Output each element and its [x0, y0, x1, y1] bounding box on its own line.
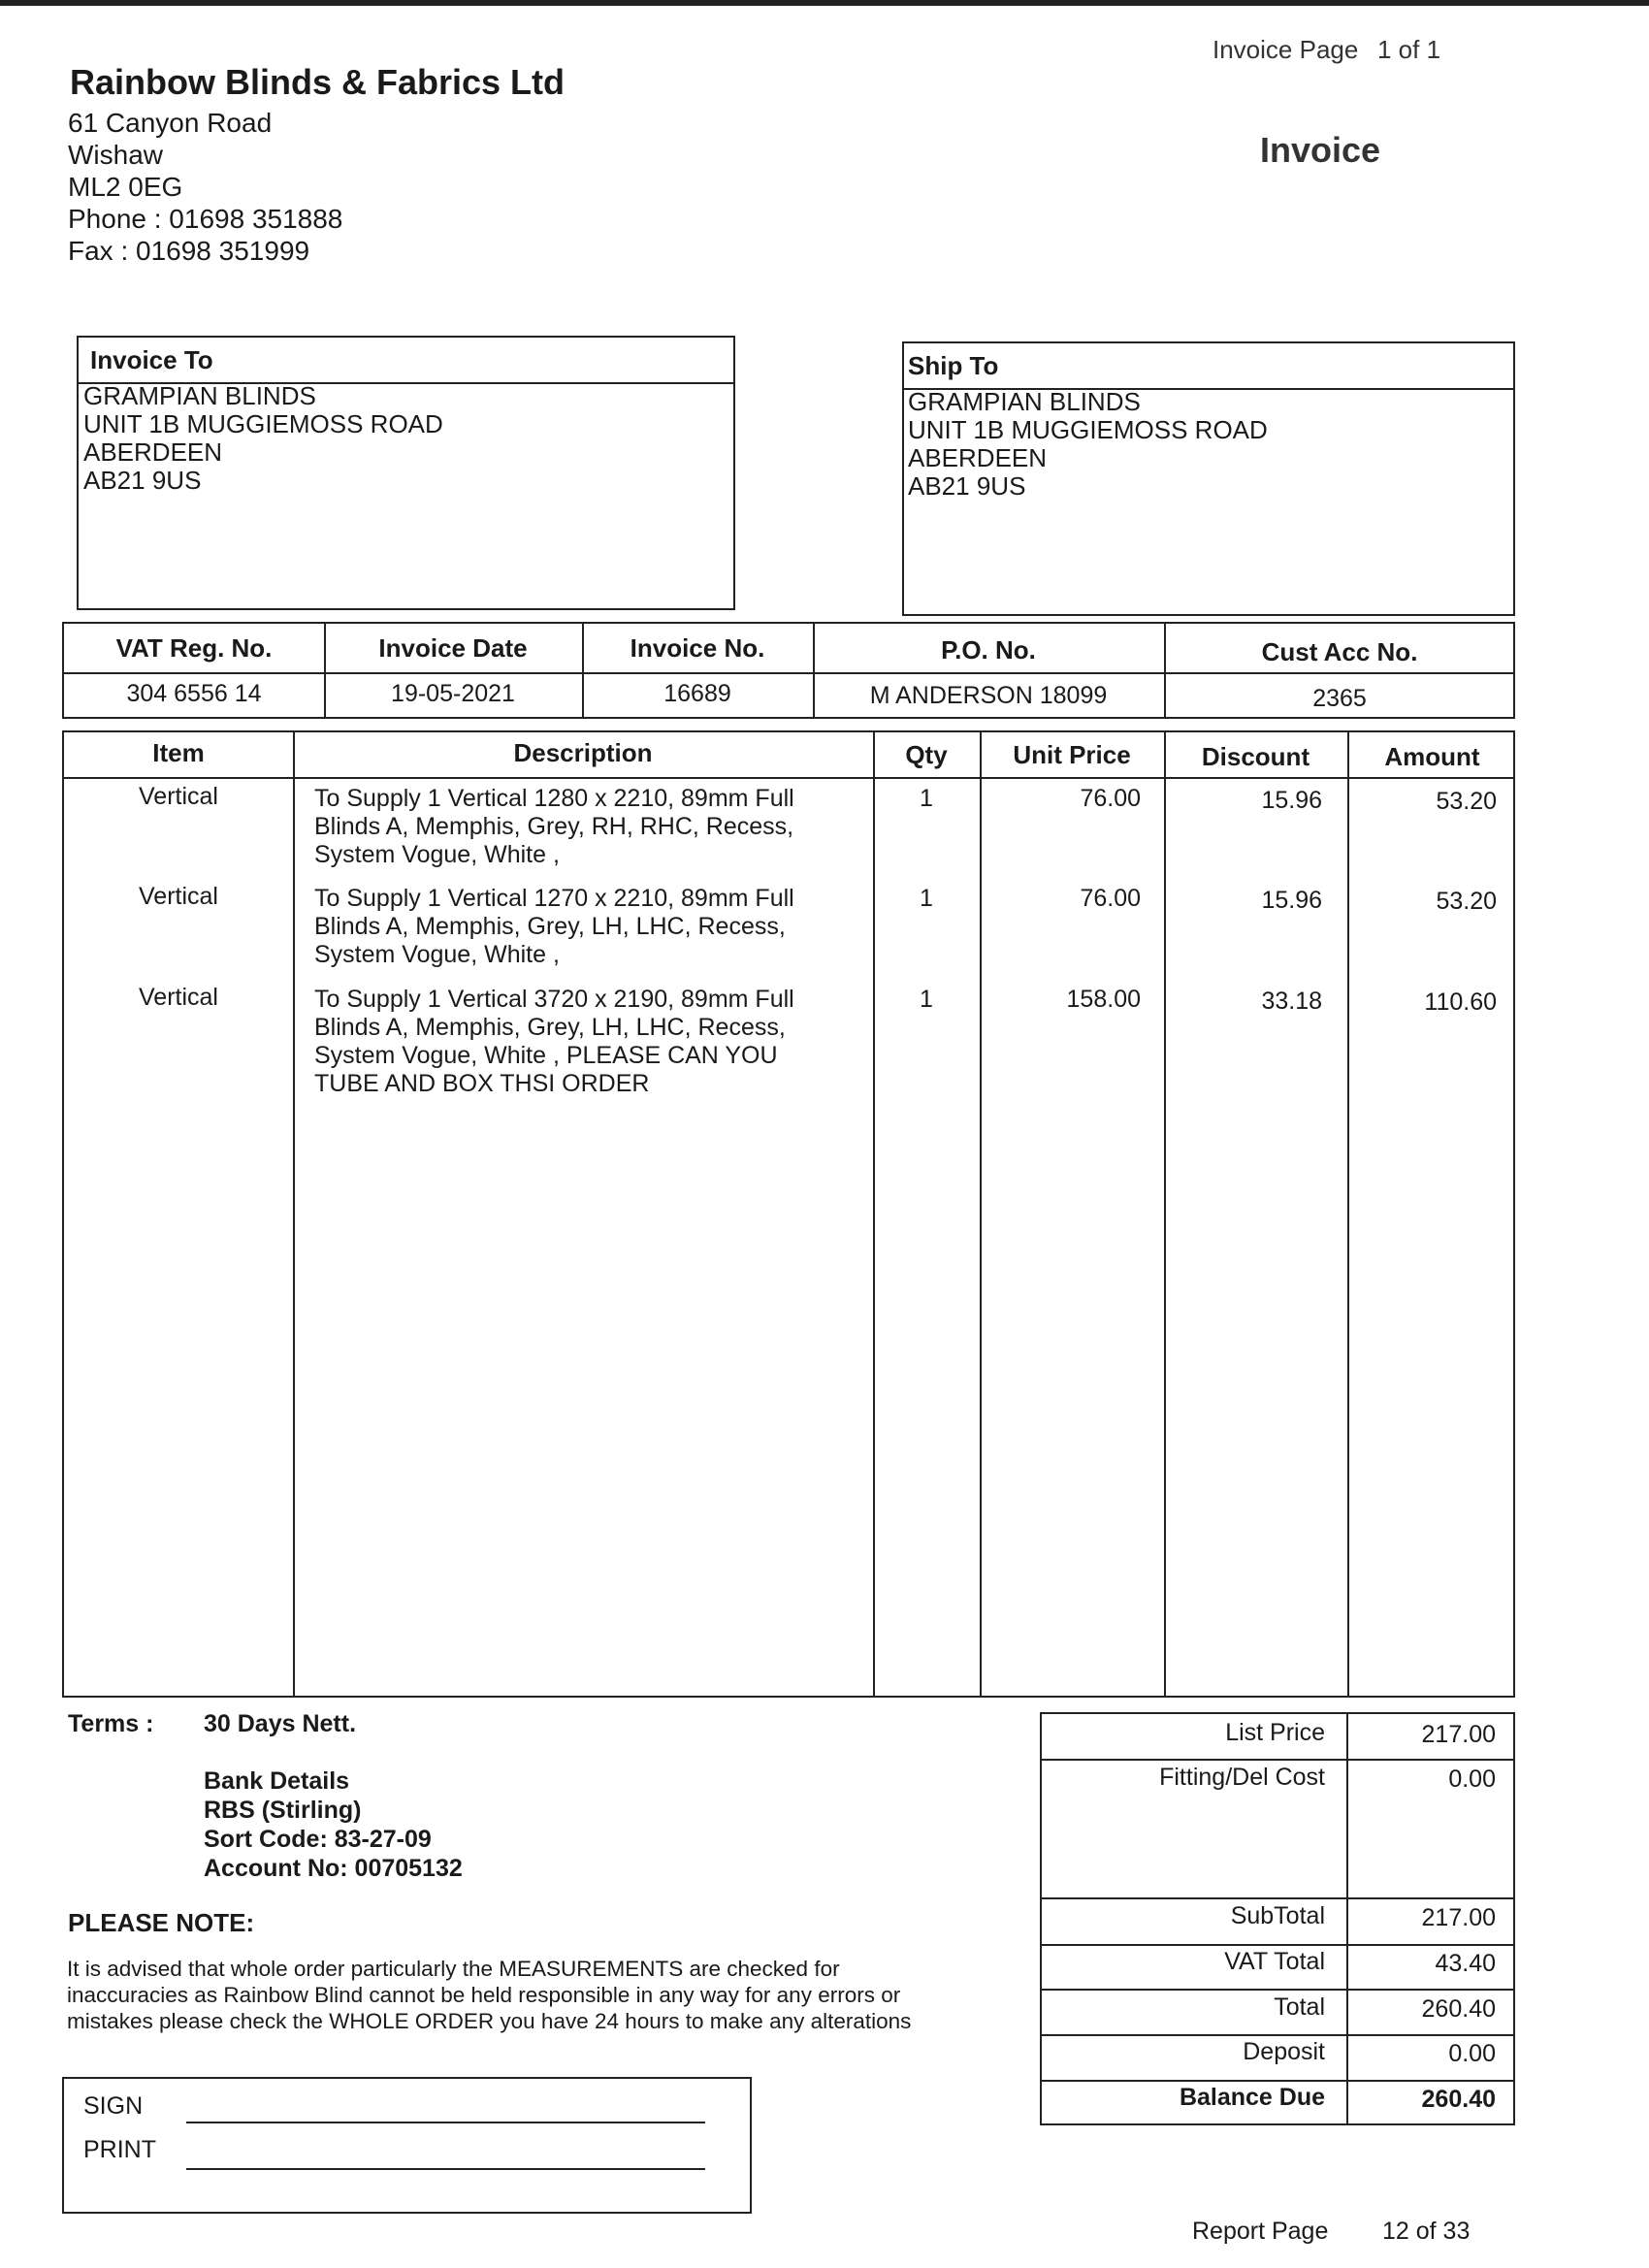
- description-line: To Supply 1 Vertical 1270 x 2210, 89mm Full: [314, 885, 794, 912]
- header-item: Item: [152, 738, 205, 767]
- address-line: GRAMPIAN BLINDS: [83, 381, 316, 410]
- description-line: Blinds A, Memphis, Grey, LH, LHC, Recess,: [314, 913, 786, 940]
- cust-acc-value: 2365: [1312, 685, 1367, 712]
- invoice-page-label: Invoice Page: [1212, 35, 1359, 64]
- invoice-info-table: [62, 622, 1515, 719]
- address-line: AB21 9US: [908, 471, 1026, 501]
- please-note-title: PLEASE NOTE:: [68, 1908, 255, 1937]
- invoice-page-value: 1 of 1: [1377, 35, 1441, 64]
- item-amount: 53.20: [1436, 888, 1497, 915]
- header-invoice-no: Invoice No.: [630, 633, 765, 663]
- account-number: Account No: 00705132: [204, 1855, 463, 1882]
- subtotal-value: 217.00: [1421, 1904, 1496, 1931]
- fitting-cost-value: 0.00: [1448, 1766, 1496, 1793]
- header-discount: Discount: [1201, 742, 1310, 771]
- invoice-to-box: [77, 336, 735, 610]
- scan-edge: [0, 0, 1649, 6]
- address-line: 61 Canyon Road: [68, 108, 273, 138]
- item-discount: 33.18: [1261, 988, 1322, 1015]
- company-name: Rainbow Blinds & Fabrics Ltd: [70, 62, 566, 102]
- po-no-value: M ANDERSON 18099: [869, 682, 1108, 709]
- description-line: To Supply 1 Vertical 1280 x 2210, 89mm Full: [314, 785, 794, 812]
- fitting-cost-label: Fitting/Del Cost: [1159, 1764, 1325, 1791]
- totals-box: [1040, 1712, 1515, 2125]
- address-line: UNIT 1B MUGGIEMOSS ROAD: [83, 409, 443, 438]
- ship-to-title: Ship To: [908, 351, 999, 380]
- item-unit-price: 76.00: [1080, 785, 1141, 812]
- description-line: Blinds A, Memphis, Grey, LH, LHC, Recess,: [314, 1014, 786, 1041]
- terms-value: 30 Days Nett.: [204, 1710, 357, 1737]
- address-line: AB21 9US: [83, 466, 202, 495]
- total-value: 260.40: [1421, 1995, 1496, 2023]
- report-page-label: Report Page: [1192, 2218, 1329, 2245]
- list-price-value: 217.00: [1421, 1721, 1496, 1748]
- total-label: Total: [1274, 1993, 1325, 2021]
- note-line: It is advised that whole order particularly the MEASUREMENTS are checked for: [67, 1957, 840, 1981]
- invoice-date-value: 19-05-2021: [391, 680, 515, 707]
- invoice-to-title: Invoice To: [90, 345, 213, 374]
- item-amount: 53.20: [1436, 788, 1497, 815]
- invoice-no-value: 16689: [663, 680, 731, 707]
- header-qty: Qty: [905, 740, 948, 769]
- ship-to-box: [902, 341, 1515, 616]
- item-qty: 1: [920, 885, 933, 912]
- item-unit-price: 76.00: [1080, 885, 1141, 912]
- item-description: [314, 986, 794, 1098]
- print-line[interactable]: [186, 2168, 705, 2170]
- terms-label: Terms :: [68, 1710, 154, 1737]
- description-line: System Vogue, White ,: [314, 941, 560, 968]
- header-unit-price: Unit Price: [1013, 740, 1131, 769]
- subtotal-label: SubTotal: [1230, 1902, 1325, 1929]
- item-description: [314, 785, 794, 869]
- header-cust-acc: Cust Acc No.: [1261, 637, 1418, 666]
- deposit-value: 0.00: [1448, 2040, 1496, 2067]
- address-line: UNIT 1B MUGGIEMOSS ROAD: [908, 415, 1268, 444]
- vat-reg-value: 304 6556 14: [126, 680, 262, 707]
- description-line: To Supply 1 Vertical 3720 x 2190, 89mm Full: [314, 986, 794, 1013]
- sort-code: Sort Code: 83-27-09: [204, 1826, 432, 1853]
- header-vat-reg: VAT Reg. No.: [115, 633, 273, 663]
- header-invoice-date: Invoice Date: [378, 633, 528, 663]
- items-table: [62, 730, 1515, 1698]
- company-fax: Fax : 01698 351999: [68, 236, 310, 266]
- list-price-label: List Price: [1225, 1719, 1325, 1746]
- header-amount: Amount: [1384, 742, 1480, 771]
- deposit-label: Deposit: [1243, 2038, 1325, 2065]
- description-line: System Vogue, White , PLEASE CAN YOU: [314, 1042, 778, 1069]
- bank-details-title: Bank Details: [204, 1767, 350, 1795]
- address-line: GRAMPIAN BLINDS: [908, 387, 1141, 416]
- company-phone: Phone : 01698 351888: [68, 204, 343, 234]
- balance-due-value: 260.40: [1421, 2086, 1496, 2113]
- header-po-no: P.O. No.: [941, 635, 1036, 664]
- address-line: ABERDEEN: [83, 437, 223, 467]
- ship-to-address: [908, 388, 1268, 501]
- invoice-page-header: [1203, 35, 1494, 64]
- print-label: PRINT: [83, 2136, 156, 2163]
- item-name: Vertical: [139, 783, 218, 810]
- item-name: Vertical: [139, 984, 218, 1011]
- bank-details: [204, 1766, 463, 1883]
- sign-line[interactable]: [186, 2122, 705, 2123]
- invoice-to-address: [83, 382, 443, 495]
- vat-total-value: 43.40: [1435, 1950, 1496, 1977]
- report-page-value: 12 of 33: [1382, 2218, 1471, 2245]
- description-line: Blinds A, Memphis, Grey, RH, RHC, Recess,: [314, 813, 794, 840]
- signature-box: [62, 2077, 752, 2214]
- address-line: ABERDEEN: [908, 443, 1048, 472]
- description-line: TUBE AND BOX THSI ORDER: [314, 1070, 650, 1097]
- description-line: System Vogue, White ,: [314, 841, 560, 868]
- bank-name: RBS (Stirling): [204, 1797, 362, 1824]
- item-qty: 1: [920, 785, 933, 812]
- item-name: Vertical: [139, 883, 218, 910]
- item-description: [314, 885, 794, 969]
- balance-due-label: Balance Due: [1179, 2084, 1325, 2111]
- company-address: [68, 107, 342, 267]
- sign-label: SIGN: [83, 2092, 144, 2120]
- header-description: Description: [513, 738, 653, 767]
- item-qty: 1: [920, 986, 933, 1013]
- address-line: ML2 0EG: [68, 172, 183, 202]
- please-note-text: [67, 1956, 911, 2034]
- item-discount: 15.96: [1261, 787, 1322, 814]
- address-line: Wishaw: [68, 140, 164, 170]
- item-unit-price: 158.00: [1066, 986, 1141, 1013]
- vat-total-label: VAT Total: [1224, 1948, 1325, 1975]
- item-amount: 110.60: [1424, 988, 1497, 1016]
- note-line: inaccuracies as Rainbow Blind cannot be held responsible in any way for any errors or: [67, 1983, 901, 2007]
- document-title: Invoice: [1260, 130, 1381, 170]
- item-discount: 15.96: [1261, 887, 1322, 914]
- note-line: mistakes please check the WHOLE ORDER you have 24 hours to make any alterations: [67, 2009, 912, 2033]
